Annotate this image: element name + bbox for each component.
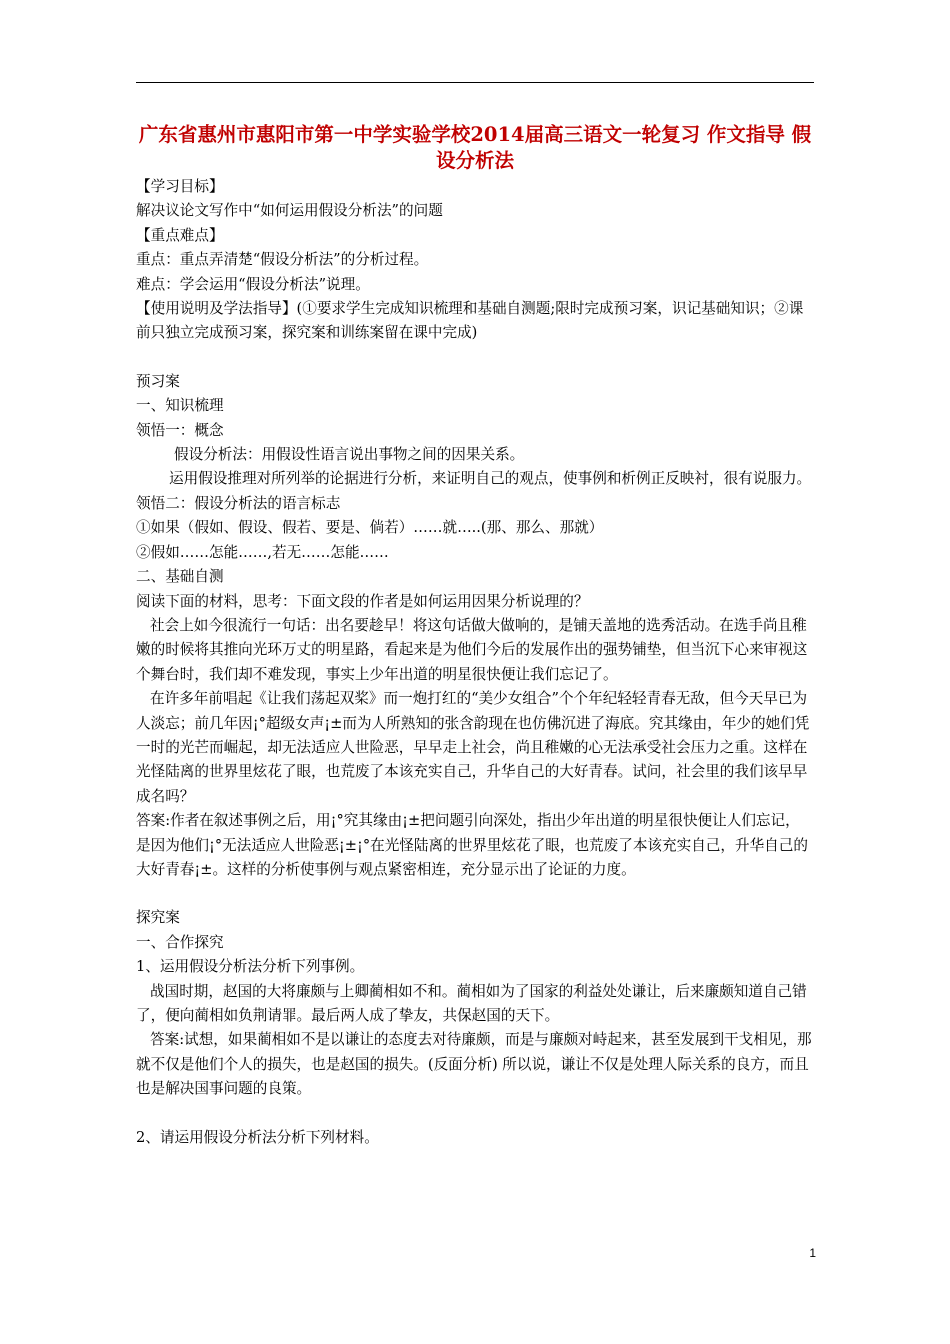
concept-definition: 假设分析法：用假设性语言说出事物之间的因果关系。 (174, 446, 525, 464)
subsection-knowledge: 一、知识梳理 (136, 397, 224, 415)
page-number: 1 (809, 1246, 816, 1260)
exercise-1-prompt: 1、运用假设分析法分析下列事例。 (136, 958, 365, 976)
subsection-cooperative: 一、合作探究 (136, 933, 224, 951)
header-rule (136, 82, 814, 83)
heading-learning-goals: 【学习目标】 (136, 178, 224, 195)
difficulty-text: 难点：学会运用“假设分析法”说理。 (136, 275, 370, 293)
spacer (136, 882, 814, 906)
document-body (136, 175, 814, 1150)
section-inquiry: 探究案 (136, 909, 180, 927)
language-marker-1: ①如果（假如、假设、假若、要是、倘若）……就…..(那、那么、那就） (136, 519, 604, 537)
usage-instructions: 【使用说明及学法指导】(①要求学生完成知识梳理和基础自测题;限时完成预习案，识记基础知识；②课前只独立完成预习案，探究案和训练案留在课中完成) (136, 300, 804, 342)
document-title: 广东省惠州市惠阳市第一中学实验学校2014届高三语文一轮复习 作文指导 假设分析法 (138, 123, 812, 172)
learning-goals-text: 解决议论文写作中“如何运用假设分析法”的问题 (136, 202, 443, 220)
self-test-answer: 答案:作者在叙述事例之后，用¡°究其缘由¡±把问题引向深处，指出少年出道的明星很快便让人们忘记，是因为他们¡°无法适应人世险恶¡±¡°在光怪陆离的世界里炫花了眼，也荒废了本该充实自己，升华自己的大好青春¡±。这样的分析使事例与观点紧密相连，充分显示出了论证的力度。 (136, 812, 808, 878)
exercise-2-prompt: 2、请运用假设分析法分析下列材料。 (136, 1128, 379, 1146)
material-paragraph-2: 在许多年前唱起《让我们荡起双桨》而一炮打红的“美少女组合”个个年纪轻轻青春无敌，但今天早已为人淡忘；前几年因¡°超级女声¡±而为人所熟知的张含韵现在也仿佛沉进了海底。究其缘由，年少的她们凭一时的光芒而崛起，却无法适应人世险恶，早早走上社会，尚且稚嫩的心无法承受社会压力之重。这样在光怪陆离的世界里炫花了眼，也荒废了本该充实自己，升华自己的大好青春。试问，社会里的我们该早早成名吗？ (136, 690, 810, 805)
insight-two-heading: 领悟二：假设分析法的语言标志 (136, 494, 341, 512)
concept-explanation: 运用假设推理对所列举的论据进行分析，来证明自己的观点，使事例和析例正反映衬，很有说服力。 (169, 470, 812, 488)
exercise-1-material: 战国时期，赵国的大将廉颇与上卿蔺相如不和。蔺相如为了国家的利益处处谦让，后来廉颇知道自己错了，便向蔺相如负荆请罪。最后两人成了挚友，共保赵国的天下。 (136, 982, 807, 1024)
subsection-self-test: 二、基础自测 (136, 568, 224, 586)
key-point-text: 重点：重点弄清楚“假设分析法”的分析过程。 (136, 251, 429, 269)
language-marker-2: ②假如……怎能……,若无……怎能…… (136, 543, 389, 561)
exercise-1-answer: 答案:试想，如果蔺相如不是以谦让的态度去对待廉颇，而是与廉颇对峙起来，甚至发展到干戈相见，那就不仅是他们个人的损失，也是赵国的损失。(反面分析) 所以说，谦让不仅是处理人际关系的良方，而且也是解决国事问题的良策。 (136, 1031, 812, 1098)
self-test-prompt: 阅读下面的材料，思考：下面文段的作者是如何运用因果分析说理的？ (136, 592, 589, 610)
spacer (136, 1102, 814, 1126)
heading-key-points: 【重点难点】 (136, 226, 224, 244)
material-paragraph-1: 社会上如今很流行一句话：出名要趁早！将这句话做大做响的，是铺天盖地的选秀活动。在选手尚且稚嫩的时候将其推向光环万丈的明星路，看起来是为他们今后的发展作出的强势铺垫，但当沉下心来审视这个舞台时，我们却不难发现，事实上少年出道的明星很快便让我们忘记了。 (136, 616, 808, 683)
insight-one-heading: 领悟一：概念 (136, 421, 224, 439)
spacer (136, 346, 814, 370)
section-preview: 预习案 (136, 372, 180, 390)
